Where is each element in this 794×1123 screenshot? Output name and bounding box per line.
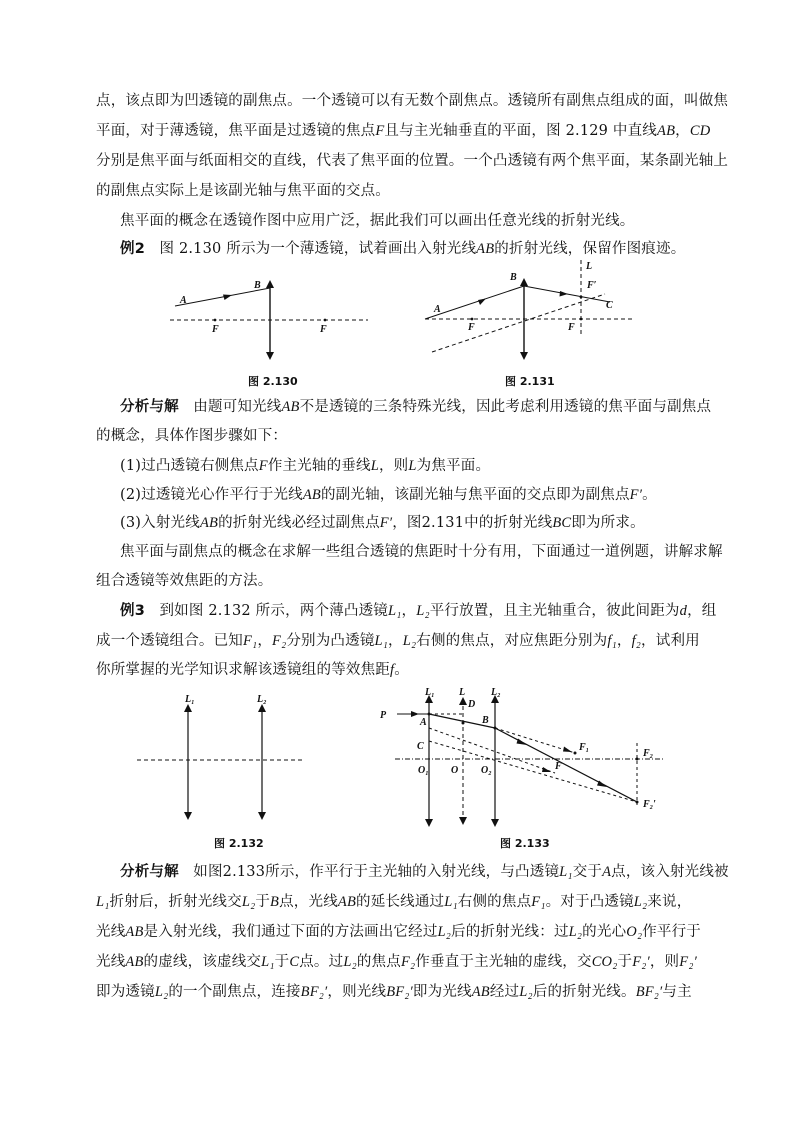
lens-l2-arrow-bottom	[258, 812, 266, 820]
label-l2: L₂	[257, 694, 267, 705]
example-3-line-1: 例3 到如图 2.132 所示，两个薄凸透镜L₁，L₂平行放置，且主光轴重合，彼此间距为d，组	[120, 603, 717, 619]
step-1: (1)过凸透镜右侧焦点F作主光轴的垂线L，则L为焦平面。	[120, 458, 491, 474]
text-line-1: 点，该点即为凹透镜的副焦点。一个透镜可以有无数个副焦点。透镜所有副焦点组成的面，叫做焦	[96, 93, 729, 109]
label-c: C	[606, 300, 613, 311]
label-f1: F₁	[579, 742, 590, 753]
lens-l-arrow-bottom	[459, 817, 467, 825]
lens-arrow-top	[266, 280, 274, 288]
text-line-3: 分别是焦平面与纸面相交的直线，代表了焦平面的位置。一个凸透镜有两个焦平面，某条副光轴上	[96, 153, 729, 169]
label-f-left: F	[468, 322, 475, 333]
ray-bf2p	[495, 728, 637, 802]
caption-2-132: 图 2.132	[214, 837, 264, 850]
auxiliary-line-co2	[429, 741, 637, 802]
lens-arrow-bottom	[520, 352, 528, 360]
analysis-2-line-5: 即为透镜L₂的一个副焦点，连接BF₂′，则光线BF₂′即为光线AB经过L₂后的折射光线。BF₂′与主	[96, 984, 692, 1000]
example-3-line-3: 你所掌握的光学知识求解该透镜组的等效焦距f。	[96, 662, 409, 678]
label-l2: L₂	[491, 687, 501, 698]
label-b: B	[254, 280, 261, 291]
analysis-2-line-4: 光线AB的虚线，该虚线交L₁于C点。过L₂的焦点F₂作垂直于主光轴的虚线，交CO₂于F₂′，则F₂′	[96, 954, 697, 970]
label-l1: L₁	[185, 694, 195, 705]
ray-bf2p-arrow-1	[517, 739, 528, 746]
label-f-prime: F′	[587, 280, 597, 291]
label-f-right: F	[320, 324, 327, 335]
label-b: B	[482, 715, 489, 726]
ray-pa-arrow	[411, 711, 419, 717]
focus-left-dot	[471, 318, 474, 321]
caption-2-133: 图 2.133	[500, 837, 550, 850]
label-f: F	[555, 761, 562, 772]
analysis-2-line-1: 分析与解 如图2.133所示，作平行于主光轴的入射光线，与凸透镜L₁交于A点，该入射光线被	[120, 864, 729, 880]
label-f-right: F	[568, 322, 575, 333]
label-o2: O₂	[481, 765, 492, 776]
caption-2-130: 图 2.130	[248, 375, 298, 388]
label-o1: O₁	[418, 765, 429, 776]
point-f1	[574, 752, 577, 755]
example-3-line-2: 成一个透镜组合。已知F₁，F₂分别为凸透镜L₁，L₂右侧的焦点，对应焦距分别为f₁，f₂，试利用	[96, 633, 700, 649]
paragraph-7: 组合透镜等效焦距的方法。	[96, 573, 273, 589]
paragraph-6: 焦平面与副焦点的概念在求解一些组合透镜的焦距时十分有用，下面通过一道例题，讲解求解	[120, 544, 723, 560]
label-b: B	[510, 272, 517, 283]
ray-arrow	[223, 295, 232, 301]
lens-l2-arrow-bottom	[491, 819, 499, 827]
figure-2-132	[135, 690, 305, 830]
label-l: L	[459, 687, 466, 698]
lens-arrow-bottom	[266, 352, 274, 360]
lens-l2-arrow-top	[258, 704, 266, 712]
figure-2-131	[420, 258, 642, 370]
aux-arrow	[542, 767, 551, 772]
point-f2	[636, 758, 639, 761]
lens-l1-arrow-top	[184, 704, 192, 712]
caption-2-131: 图 2.131	[505, 375, 555, 388]
point-d	[462, 722, 465, 725]
label-p: P	[380, 710, 387, 721]
focus-left-dot	[214, 319, 217, 322]
focus-right-dot	[324, 319, 327, 322]
text-line-4: 的副焦点实际上是该副光轴与焦平面的交点。	[96, 183, 390, 199]
ray-ab-ext-arrow	[563, 747, 572, 753]
figure-2-130	[160, 270, 380, 370]
figure-2-133	[375, 683, 675, 831]
point-f2-prime	[636, 801, 639, 804]
auxiliary-line-f	[429, 728, 555, 773]
point-b	[494, 727, 497, 730]
secondary-focus-dot	[580, 296, 583, 299]
point-a	[428, 713, 431, 716]
lens-l-arrow-top	[459, 697, 467, 705]
label-o: O	[451, 765, 459, 776]
lens-l1-arrow-bottom	[184, 812, 192, 820]
focus-right-dot	[580, 318, 583, 321]
label-f-left: F	[212, 324, 219, 335]
step-2: (2)过透镜光心作平行于光线AB的副光轴，该副光轴与焦平面的交点即为副焦点F′。	[120, 487, 657, 503]
analysis-1-line-1: 分析与解 由题可知光线AB不是透镜的三条特殊光线，因此考虑利用透镜的焦平面与副焦点	[120, 399, 712, 415]
label-a: A	[434, 304, 441, 315]
label-c: C	[417, 741, 424, 752]
text-line-5: 焦平面的概念在透镜作图中应用广泛，据此我们可以画出任意光线的折射光线。	[120, 213, 635, 229]
label-l: L	[586, 261, 593, 272]
ray-bc-arrow	[560, 291, 569, 297]
example-2: 例2 图 2.130 所示为一个薄透镜，试着画出入射光线AB的折射光线，保留作图痕迹。	[120, 241, 686, 257]
lens-l1-arrow-bottom	[425, 819, 433, 827]
label-f2-prime: F₂′	[643, 799, 656, 810]
analysis-2-line-2: L₁折射后，折射光线交L₂于B点，光线AB的延长线通过L₁右侧的焦点F₁。对于凸透镜L₂来说，	[96, 894, 692, 910]
text-line-2: 平面，对于薄透镜，焦平面是过透镜的焦点F且与主光轴垂直的平面，图 2.129 中直线AB，CD	[96, 123, 711, 139]
analysis-2-line-3: 光线AB是入射光线，我们通过下面的方法画出它经过L₂后的折射光线：过L₂的光心O₂作平行于	[96, 924, 702, 940]
step-3: (3)入射光线AB的折射光线必经过副焦点F′，图2.131中的折射光线BC即为所求。	[120, 515, 645, 531]
label-l1: L₁	[425, 687, 435, 698]
ray-arrow	[478, 299, 486, 306]
analysis-1-line-2: 的概念，具体作图步骤如下：	[96, 428, 288, 444]
label-a: A	[180, 295, 187, 306]
label-a: A	[420, 717, 427, 728]
lens-arrow-top	[520, 278, 528, 286]
secondary-axis	[432, 294, 605, 352]
label-f2: F₂	[643, 748, 654, 759]
label-d: D	[468, 699, 476, 710]
